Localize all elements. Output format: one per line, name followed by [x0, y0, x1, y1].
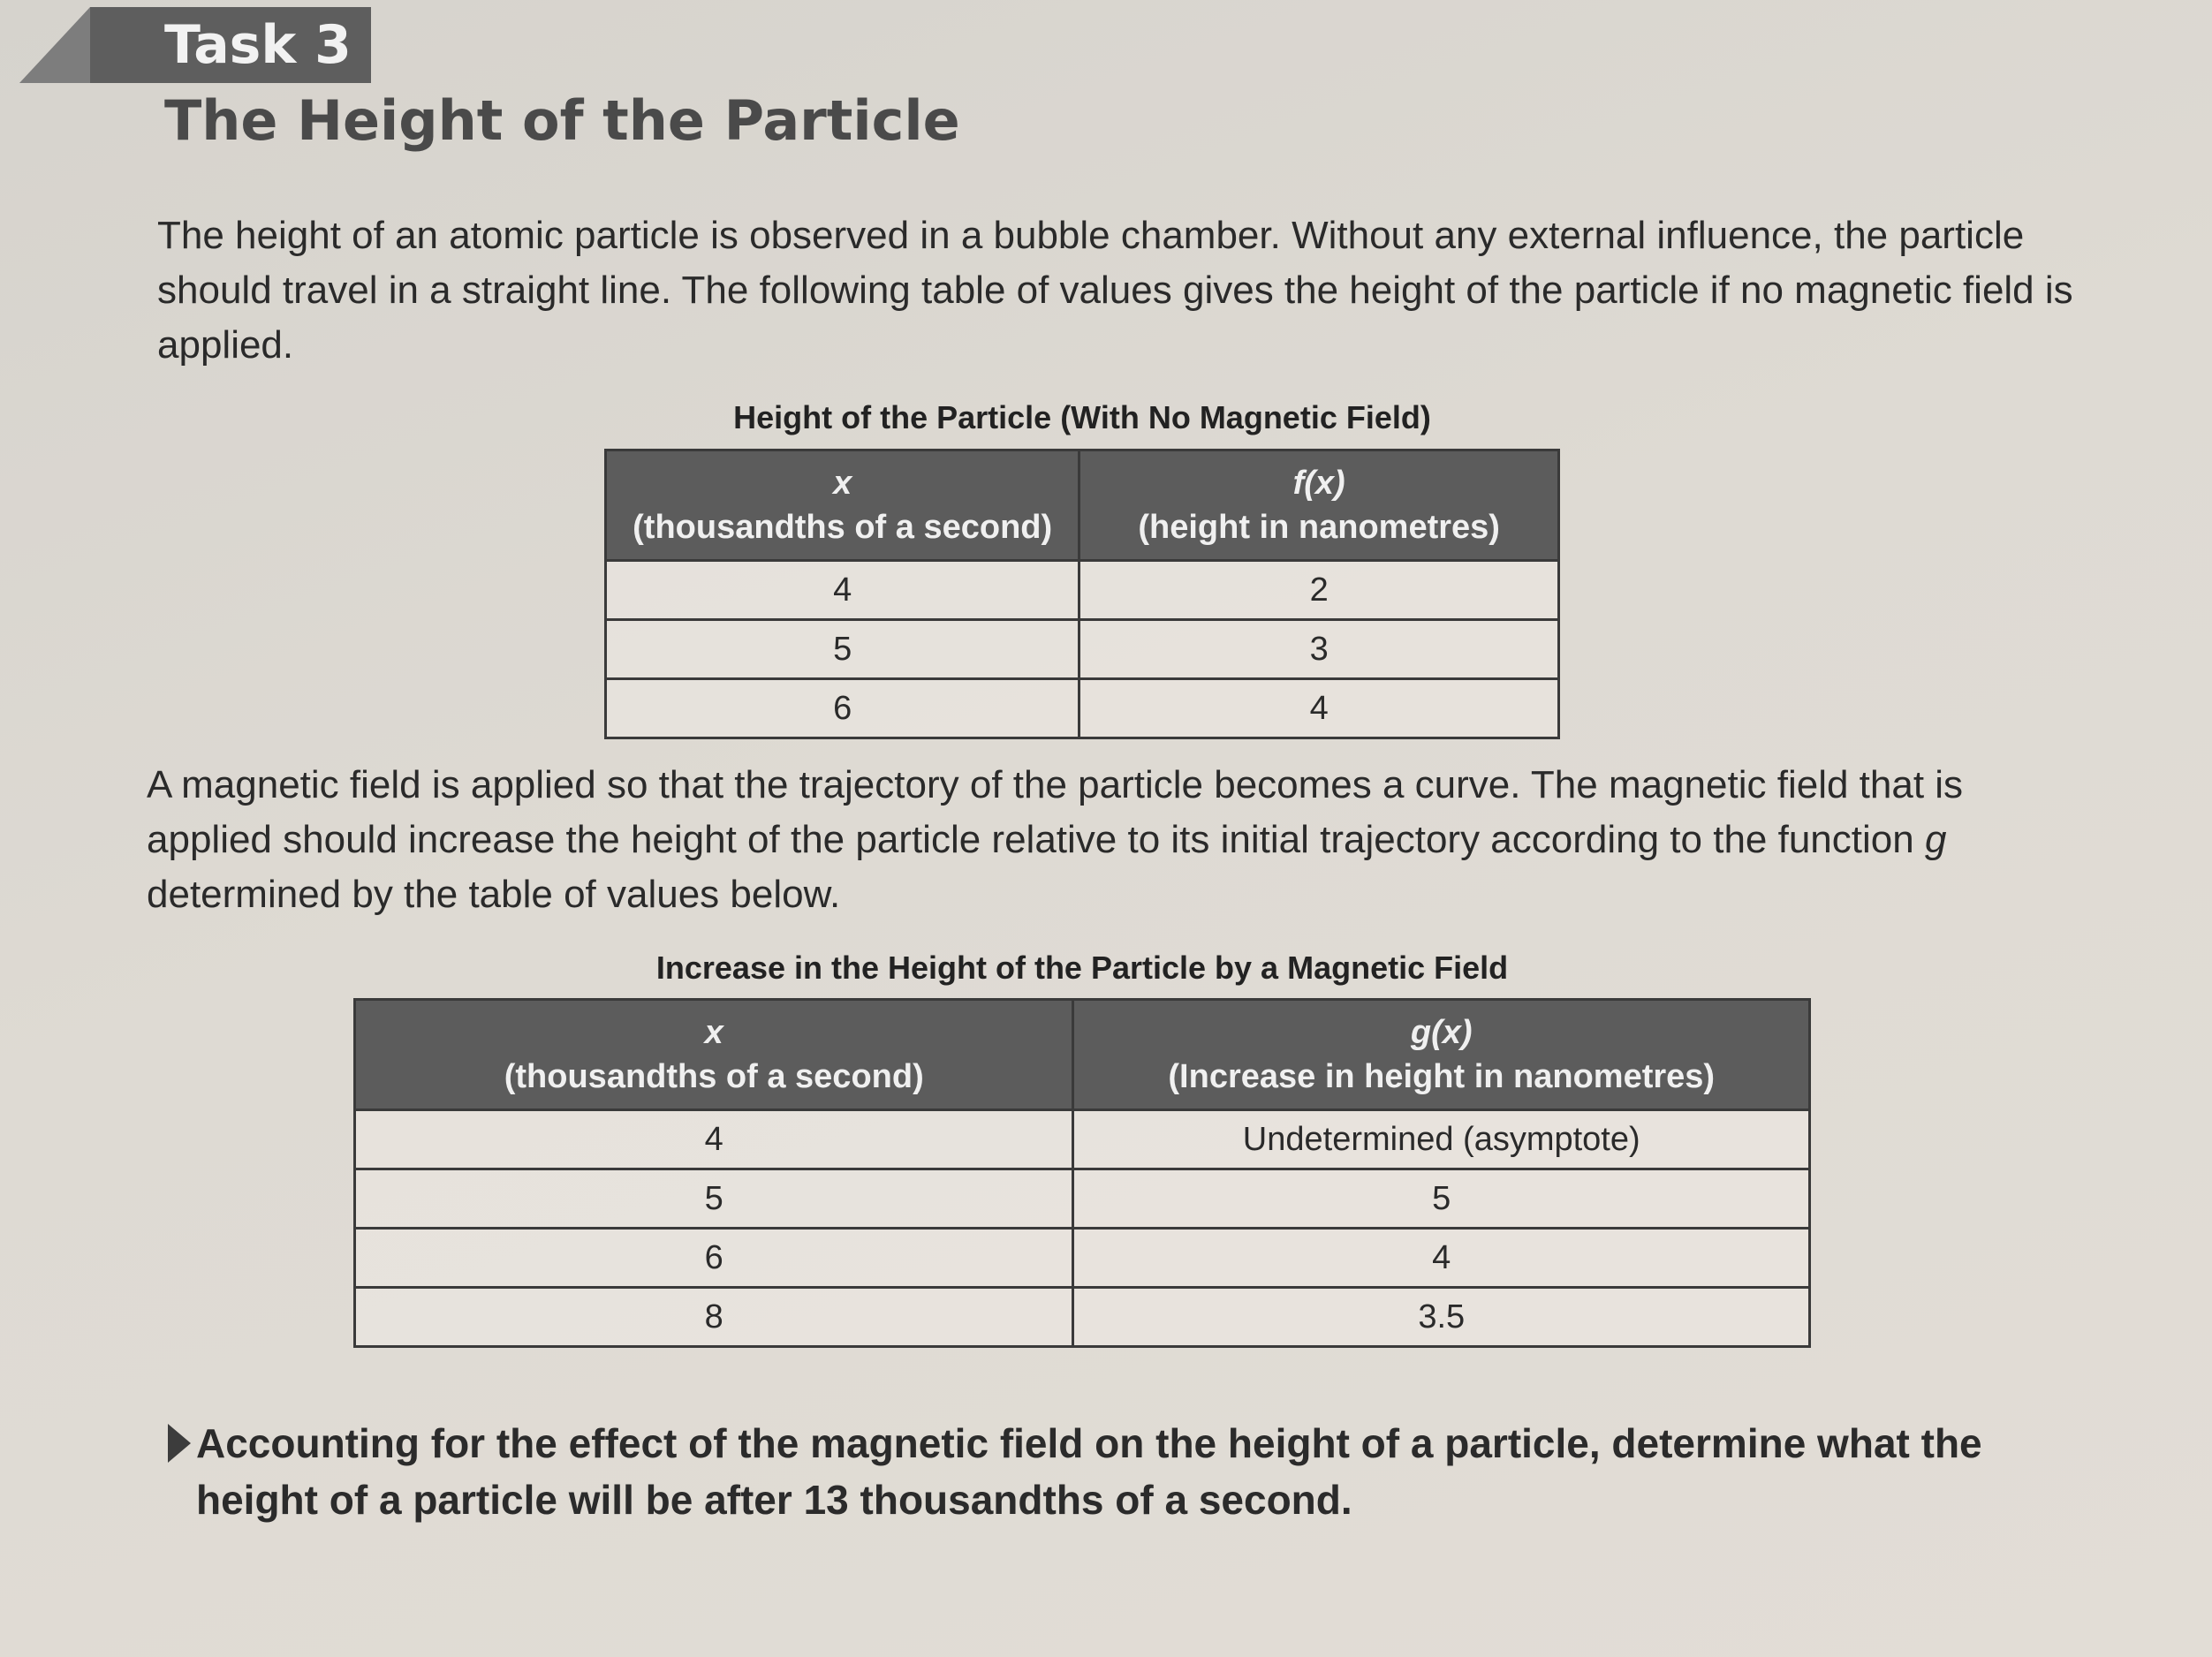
table-row	[355, 1288, 1810, 1347]
table-row	[355, 1229, 1810, 1288]
table2-cell-gx: 5	[1073, 1169, 1810, 1229]
table1-header-fx-unit: (height in nanometres)	[1138, 509, 1500, 546]
height-table	[604, 449, 1560, 739]
table1-header-row	[606, 450, 1559, 561]
table2-cell-x: 8	[355, 1288, 1073, 1347]
middle-paragraph-var: g	[1924, 818, 1947, 861]
table2-cell-x: 6	[355, 1229, 1073, 1288]
table-row	[606, 620, 1559, 679]
table-row	[606, 679, 1559, 738]
table2-header-x	[355, 1000, 1073, 1110]
table2-header-x-var: x	[704, 1014, 723, 1051]
middle-paragraph-prefix: A magnetic field is applied so that the trajectory of the particle becomes a curve. The magnetic field that is applied should increase the height of the particle relative to its initial trajectory according to the function	[147, 763, 1964, 861]
table1-cell-x: 4	[606, 561, 1079, 620]
table2-header-gx-var: g(x)	[1410, 1014, 1473, 1051]
table1-cell-fx: 3	[1079, 620, 1559, 679]
table1-caption: Height of the Particle (With No Magnetic Field)	[733, 399, 1431, 435]
table2-cell-x: 5	[355, 1169, 1073, 1229]
table1-header-x-unit: (thousandths of a second)	[633, 509, 1053, 546]
table1-cell-fx: 2	[1079, 561, 1559, 620]
table2-caption: Increase in the Height of the Particle by a Magnetic Field	[655, 950, 1509, 986]
table2-cell-x: 4	[355, 1110, 1073, 1169]
task-title: The Height of the Particle	[164, 88, 960, 153]
table1-cell-x: 6	[606, 679, 1079, 738]
table2-header-row	[355, 1000, 1810, 1110]
table-row	[355, 1110, 1810, 1169]
task-label: Task 3	[90, 7, 371, 83]
middle-paragraph-suffix: determined by the table of values below.	[147, 873, 841, 916]
table1-cell-fx: 4	[1079, 679, 1559, 738]
table2-cell-gx: 3.5	[1073, 1288, 1810, 1347]
table2-cell-gx: Undetermined (asymptote)	[1073, 1110, 1810, 1169]
table2-header-gx-unit: (Increase in height in nanometres)	[1168, 1058, 1716, 1095]
question-arrow-icon	[168, 1424, 191, 1463]
table1-header-fx	[1079, 450, 1559, 561]
question-text: Accounting for the effect of the magnetic field on the height of a particle, determine what the height of a particle will be after 13 thousandths of a second.	[196, 1420, 1982, 1523]
table-row	[355, 1169, 1810, 1229]
table1-header-fx-var: f(x)	[1292, 465, 1345, 502]
table1-header-x	[606, 450, 1079, 561]
middle-paragraph	[147, 758, 2028, 922]
task-tab-corner	[19, 7, 90, 83]
table2-header-x-unit: (thousandths of a second)	[504, 1058, 924, 1095]
table2-header-gx	[1073, 1000, 1810, 1110]
table2-cell-gx: 4	[1073, 1229, 1810, 1288]
table1-header-x-var: x	[833, 465, 852, 502]
table1-cell-x: 5	[606, 620, 1079, 679]
intro-paragraph: The height of an atomic particle is observed in a bubble chamber. Without any external influence, the particle should travel in a straight line. The following table of values gives the height of the particle if no magnetic field is applied.	[157, 214, 2073, 367]
table-row	[606, 561, 1559, 620]
increase-table	[353, 998, 1811, 1348]
